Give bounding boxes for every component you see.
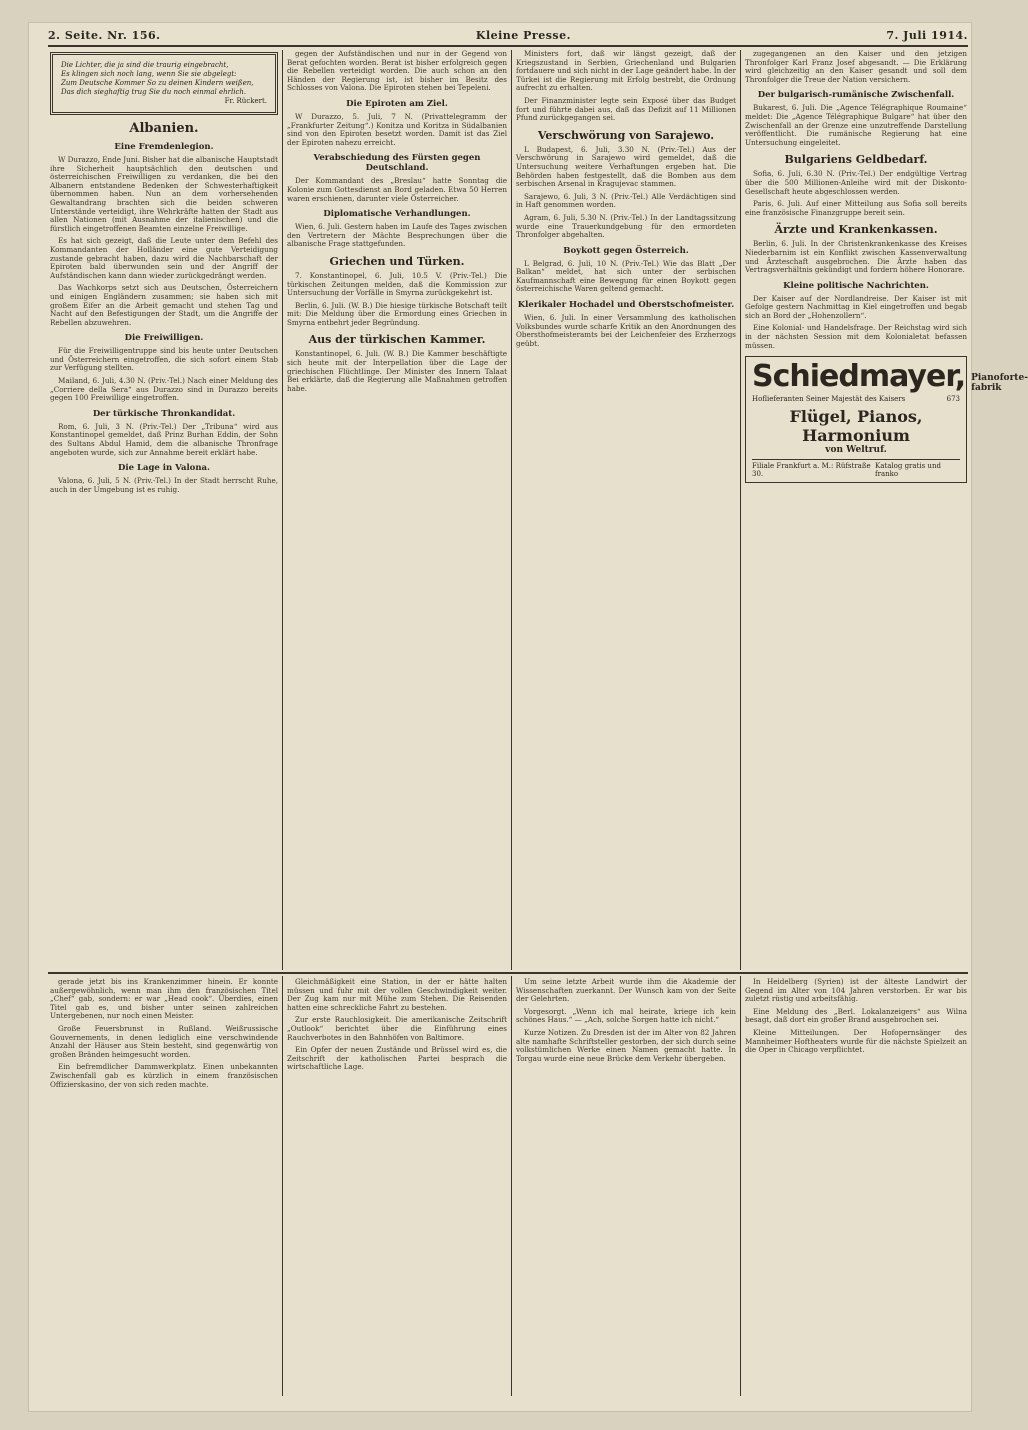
bottom-column-3 — [516, 978, 736, 1394]
poem-box — [50, 52, 278, 115]
page-number: 2. Seite. Nr. 156. — [48, 28, 161, 42]
article-title: Verschwörung von Sarajewo. — [537, 128, 715, 142]
bottom-column-2 — [287, 978, 507, 1394]
article-paragraph: Ministers fort, daß wir längst gezeigt, daß der Kriegszustand in Serbien, Griechenland und Bulgarien fortdauere und sich nicht in der Lage geändert habe. In der Türkei ist die Regierung mit Erfolg bestrebt, die Ordnung aufrecht zu erhalten. — [516, 49, 736, 93]
ad-branch: Filiale Frankfurt a. M.: Rüfstraße 30. — [752, 462, 871, 479]
feuilleton-rule — [48, 972, 968, 974]
ad-phone: 673 — [946, 395, 960, 404]
article-paragraph: Für die Freiwilligentruppe sind bis heute unter Deutschen und Österreichern eingetroffen, die sich sofort einem Stab zur Verfügung stellten. — [50, 346, 278, 373]
page-header — [48, 27, 968, 43]
article-title: Bulgariens Geldbedarf. — [784, 153, 928, 167]
article-title: Der bulgarisch-rumänische Zwischenfall. — [757, 90, 955, 101]
article-paragraph: Große Feuersbrunst in Rußland. Weißrussische Gouvernements, in denen lediglich eine verschwindende Anzahl der Häuser aus Stein besteht, sind gegenwärtig von großen Bränden heimgesucht worden. — [50, 1023, 278, 1059]
column-1 — [50, 50, 278, 968]
article-subtitle: Die Epiroten am Ziel. — [346, 98, 448, 109]
article-title: Albanien. — [129, 121, 199, 136]
masthead: Kleine Presse. — [475, 28, 571, 42]
article-paragraph: Der Finanzminister legte sein Exposé über das Budget fort und führte dabei aus, daß das Defizit auf 11 Millionen Pfund zurückgegangen sei. — [516, 95, 736, 123]
article-subtitle: Diplomatische Verhandlungen. — [323, 209, 471, 220]
article-paragraph: Kleine Mitteilungen. Der Hofopernsänger des Mannheimer Hoftheaters wurde für die nächste Spielzeit an die Oper in Chicago verpflichtet. — [745, 1027, 967, 1055]
column-separator — [740, 50, 741, 970]
column-4 — [745, 49, 1028, 968]
article-paragraph: In Heidelberg (Syrien) ist der älteste Landwirt der Gegend im Alter von 104 Jahren verstorben. Er war bis zuletzt rüstig und arbeitsfähig. — [745, 977, 967, 1004]
article-paragraph: L Belgrad, 6. Juli, 10 N. (Priv.-Tel.) Wie das Blatt „Der Balkan“ meldet, hat sich unter der serbischen Kaufmannschaft eine Bewegung für einen Boykott gegen österreichische Waren geltend gemacht. — [516, 258, 736, 294]
poem-line: Zum Deutsche Kommer So zu deinen Kindern weißen, — [61, 79, 254, 87]
ad-supplier: Hoflieferanten Seiner Majestät des Kaisers — [752, 395, 906, 404]
article-paragraph: gegen der Aufständischen und nur in der Gegend von Berat gefochten worden. Berat ist bisher erfolgreich gegen die Rebellen verteidigt worden. Die auch schon an den Händen der Regierung ist, ist bisher im Besitz des Schlosses von Valona. Die Epiroten stehen bei Tepeleni. — [287, 49, 507, 93]
article-paragraph: Gleichmäßigkeit eine Station, in der er hätte halten müssen und fuhr mit der vollen Geschwindigkeit weiter. Der Zug kam nur mit Mühe zum Stehen. Die Reisenden hatten eine schreckliche Fahrt zu bestehen. — [287, 977, 507, 1012]
ad-products: Flügel, Pianos, Harmonium — [789, 407, 923, 446]
column-3 — [516, 50, 736, 968]
article-paragraph: Rom, 6. Juli, 3 N. (Priv.-Tel.) Der „Tribuna“ wird aus Konstantinopel gemeldet, daß Prinz Burhan Eddin, der Sohn des Sultans Abdul Hamid, dem die albanische Thronfrage angeboten wurde, sich zur Annahme bereit erklärt habe. — [50, 421, 278, 457]
article-paragraph: Valona, 6. Juli, 5 N. (Priv.-Tel.) In der Stadt herrscht Ruhe, auch in der Umgebung ist es ruhig. — [50, 476, 278, 494]
article-paragraph: Das Wachkorps setzt sich aus Deutschen, Österreichern und einigen Engländern zusammen; sie haben sich mit großem Eifer an die Arbeit gemacht und stehen Tag und Nacht auf den Befestigungen der Stadt, um die Angriffe der Rebellen abzuwehren. — [50, 283, 278, 327]
article-paragraph: Agram, 6. Juli, 5.30 N. (Priv.-Tel.) In der Landtagssitzung wurde eine Trauerkundgebung für den ermordeten Thronfolger abgehalten. — [516, 212, 736, 240]
issue-date: 7. Juli 1914. — [886, 28, 968, 42]
header-rule — [48, 45, 968, 47]
article-subtitle: Eine Fremdenlegion. — [114, 142, 214, 152]
article-paragraph: Vorgesorgt. „Wenn ich mal heirate, kriege ich kein schönes Haus.“ — „Ach, solche Sorgen hatte ich nicht.“ — [516, 1006, 736, 1025]
article-title: Aus der türkischen Kammer. — [308, 333, 486, 347]
poem-line: Es klingen sich noch lang, wenn Sie sie abgelegt: — [61, 70, 237, 78]
article-paragraph: 7. Konstantinopel, 6. Juli, 10.5 V. (Priv.-Tel.) Die türkischen Zeitungen melden, daß die Kommission zur Untersuchung der Vorfälle in Smyrna zurückgekehrt ist. — [287, 270, 507, 298]
article-title: Griechen und Türken. — [329, 254, 465, 268]
article-paragraph: W Durazzo, 5. Juli, 7 N. (Privattelegramm der „Frankfurter Zeitung“.) Konitza und Koritza in Südalbanien sind von den Epiroten besetzt worden. Damit ist das Ziel der Epiroten nahezu erreicht. — [287, 111, 507, 147]
article-paragraph: Mailand, 6. Juli, 4.30 N. (Priv.-Tel.) Nach einer Meldung des „Corriere della Sera“ aus Durazzo sind in Durazzo bereits gegen 100 Freiwillige eingetroffen. — [50, 376, 278, 403]
ad-subtitle: fabrik — [971, 383, 1002, 394]
article-subtitle: Verabschiedung des Fürsten gegen Deutschland. — [313, 153, 481, 174]
article-paragraph: Berlin, 6. Juli. (W. B.) Die hiesige türkische Botschaft teilt mit: Die Meldung über die Ermordung eines Griechen in Smyrna entbehrt jeder Begründung. — [287, 300, 507, 327]
article-title: Kleine politische Nachrichten. — [783, 280, 929, 291]
ad-catalog: Katalog gratis und franko — [875, 462, 941, 479]
poem-line: Die Lichter, die ja sind die traurig eingebracht, — [61, 61, 229, 69]
column-separator — [511, 50, 512, 970]
article-title: Ärzte und Krankenkassen. — [774, 223, 938, 237]
article-paragraph: Wien, 6. Juli. Gestern haben im Laufe des Tages zwischen den Vertretern der Mächte Besprechungen über die albanische Frage stattgefunden. — [287, 222, 507, 249]
article-paragraph: Ein befremdlicher Dammwerkplatz. Einen unbekannten Zwischenfall gab es kürzlich in einem französischen Offizierskasino, der von sich reden machte. — [50, 1062, 278, 1089]
article-paragraph: zugegangenen an den Kaiser und den jetzigen Thronfolger Karl Franz Josef abgesandt. — Die Erklärung wird gleichzeitig an den Kaiser gesandt und soll dem Thronfolger die Treue der Nation versichern. — [745, 49, 967, 84]
column-separator — [282, 50, 283, 970]
article-paragraph: Eine Meldung des „Berl. Lokalanzeigers“ aus Wilna besagt, daß dort ein großer Brand ausgebrochen sei. — [745, 1006, 967, 1025]
article-title: Klerikaler Hochadel und Oberstschofmeister. — [517, 300, 735, 311]
article-paragraph: W Durazzo, Ende Juni. Bisher hat die albanische Hauptstadt ihre Sicherheit hauptsächlich den deutschen und österreichischen Freiwilligen zu verdanken, die bei den Albanern entstandene Bedenken der Schwesterhaftigkeit übernommen haben. Nun an dem vorhersehenden Gewaltandrang brachten sich die beiden schweren Unterstände verteidigt, ihre Wehrkräfte hatten der Stadt aus allen Nationen (mit Ausnahme der italienischen) und die fürstlich eingetroffenen Beamten einzelne Freiwillige. — [50, 155, 278, 233]
article-subtitle: Die Freiwilligen. — [124, 333, 204, 344]
article-paragraph: Zur erste Rauchlosigkeit. Die amerikanische Zeitschrift „Outlook“ berichtet über die Einführung eines Rauchverbotes in den Bahnhöfen von Baltimore. — [287, 1015, 507, 1042]
article-paragraph: Kurze Notizen. Zu Dresden ist der im Alter von 82 Jahren alte namhafte Schriftsteller gestorben, der sich durch seine volkstümlichen Werke einen Namen gemacht hatte. In Torgau wurde eine neue Brücke dem Verkehr übergeben. — [516, 1027, 736, 1063]
article-paragraph: Berlin, 6. Juli. In der Christenkrankenkasse des Kreises Niederbarnim ist ein Konflikt zwischen Kassenverwaltung und Ärzteschaft ausgebrochen. Die Ärzte haben das Vertragsverhältnis gekündigt und fordern höhere Honorare. — [745, 239, 967, 275]
article-paragraph: Ein Opfer der neuen Zustände und Brüssel wird es, die Zeitschrift der katholischen Partei besprach die wirtschaftliche Lage. — [287, 1045, 507, 1072]
article-subtitle: Boykott gegen Österreich. — [563, 245, 689, 256]
article-paragraph: Um seine letzte Arbeit wurde ihm die Akademie der Wissenschaften zuerkannt. Der Wunsch kam von der Seite der Gelehrten. — [516, 977, 736, 1004]
advertisement-schiedmayer — [745, 356, 1028, 483]
ad-tagline: von Weltruf. — [825, 445, 887, 456]
article-paragraph: Der Kaiser auf der Nordlandreise. Der Kaiser ist mit Gefolge gestern Nachmittag in Kiel eingetroffen und begab sich an Bord der „Hohenzollern“. — [745, 293, 967, 320]
article-paragraph: Konstantinopel, 6. Juli. (W. B.) Die Kammer beschäftigte sich heute mit der Interpellation über die Lage der griechischen Flüchtlinge. Der Minister des Innern Talaat Bei erklärte, daß die Regierung alle Maßnahmen getroffen habe. — [287, 349, 507, 393]
article-paragraph: Paris, 6. Juli. Auf einer Mitteilung aus Sofia soll bereits eine französische Finanzgruppe bereit sein. — [745, 199, 967, 217]
article-paragraph: Wien, 6. Juli. In einer Versammlung des katholischen Volksbundes wurde scharfe Kritik an den Anordnungen des Obersthofmeisteramts bei der Leichenfeier des Erzherzogs geübt. — [516, 313, 736, 348]
article-paragraph: Bukarest, 6. Juli. Die „Agence Télégraphique Roumaine“ meldet: Die „Agence Télégraphique Bulgare“ hat über den Zwischenfall an der Grenze eine unzutreffende Darstellung veröffentlicht. Die rumänische Regierung hat eine Untersuchung eingeleitet. — [745, 103, 967, 147]
article-subtitle: Der türkische Thronkandidat. — [92, 408, 236, 419]
column-separator — [511, 976, 512, 1396]
bottom-column-4 — [745, 978, 967, 1394]
column-2 — [287, 50, 507, 968]
article-paragraph: Sofia, 6. Juli, 6.30 N. (Priv.-Tel.) Der endgültige Vertrag über die 500 Millionen-Anleihe wird mit der Diskonto-Gesellschaft heute abgeschlossen werden. — [745, 169, 967, 196]
poem-author: Fr. Rückert. — [224, 97, 267, 105]
article-paragraph: Es hat sich gezeigt, daß die Leute unter dem Befehl des Kommandanten der Holländer eine gute Verteidigung zustande gebracht haben, dazu wird die Nachbarschaft der Epiroten bald überwunden sein und der Angriff der Aufständischen kann dann wieder zurückgedrängt werden. — [50, 236, 278, 280]
article-paragraph: Der Kommandant des „Breslau“ hatte Sonntag die Kolonie zum Gottesdienst an Bord geladen. Etwa 50 Herren waren erschienen, darunter viele Österreicher. — [287, 176, 507, 203]
bottom-column-1 — [50, 978, 278, 1394]
article-subtitle: Die Lage in Valona. — [118, 463, 210, 474]
article-paragraph: Eine Kolonial- und Handelsfrage. Der Reichstag wird sich in der nächsten Session mit dem Kolonialetat befassen müssen. — [745, 323, 967, 350]
article-paragraph: gerade jetzt bis ins Krankenzimmer hinein. Er konnte außergewöhnlich, wenn man ihm den französischen Titel „Chef“ gab, sondern: er war „Head cook“. Überdies, einen Titel gab es, und bisher unter seinen zahlreichen Untergebenen, nur noch einen Meister. — [50, 977, 278, 1021]
ad-subtitle: Pianoforte- — [971, 373, 1028, 384]
article-paragraph: Sarajewo, 6. Juli, 3 N. (Priv.-Tel.) Alle Verdächtigen sind in Haft genommen worden. — [516, 191, 736, 210]
article-paragraph: L Budapest, 6. Juli, 3.30 N. (Priv.-Tel.) Aus der Verschwörung in Sarajewo wird gemeldet, daß die Untersuchung weitere Verhaftungen ergeben hat. Die Behörden haben festgestellt, daß die Bomben aus dem serbischen Arsenal in Kragujevac stammen. — [516, 144, 736, 189]
column-separator — [740, 976, 741, 1396]
ad-brand: Schiedmayer, — [752, 359, 966, 395]
column-separator — [282, 976, 283, 1396]
poem-line: Das dich sieghaftig trug Sie du noch einmal ehrlich. — [61, 88, 247, 96]
